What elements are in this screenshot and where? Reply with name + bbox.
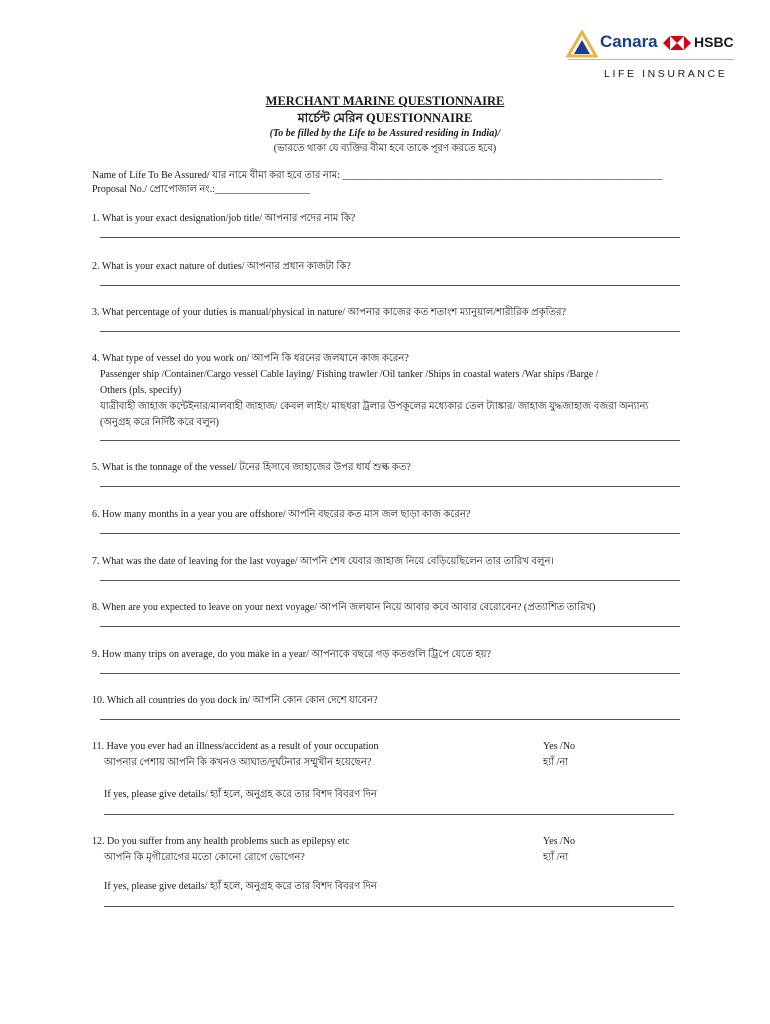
answer-line-5[interactable] xyxy=(100,486,680,487)
vessel-options-english: Passenger ship /Container/Cargo vessel Cable laying/ Fishing trawler /Oil tanker /Ships in coastal waters /War ships /Barge / xyxy=(100,369,599,380)
answer-line-3[interactable] xyxy=(100,331,680,332)
life-insurance-label: LIFE INSURANCE xyxy=(604,68,728,80)
answer-line-4[interactable] xyxy=(100,440,680,441)
vessel-options-specify: (অনুগ্রহ করে নির্দিষ্ট করে বলুন) xyxy=(100,417,219,428)
question-11: 11. Have you ever had an illness/accident as a result of your occupation xyxy=(92,741,379,752)
question-8: 8. When are you expected to leave on your next voyage/ আপনি জলযান নিয়ে আবার কবে আবার বেরোবেন? (প্রত্যাশিত তারিখ) xyxy=(92,602,596,613)
answer-line-9[interactable] xyxy=(100,673,680,674)
question-11-details-label: If yes, please give details/ হ্যাঁ হলে, অনুগ্রহ করে তার বিশদ বিবরণ দিন xyxy=(104,789,377,800)
vessel-options-bengali: যাত্রীবাহী জাহাজ কন্টেইনার/মালবাহী জাহাজ/ কেবল লাইং/ মাছধরা ট্রলার উপকূলের মধ্যেকার তেল ট্যাঙ্কার/ জাহাজ যুদ্ধজাহাজ বজরা অন্যান্য xyxy=(100,401,649,412)
answer-line-12-details[interactable] xyxy=(104,906,674,907)
answer-line-7[interactable] xyxy=(100,580,680,581)
answer-line-10[interactable] xyxy=(100,719,680,720)
question-11-yes-no-bengali[interactable]: হ্যাঁ /না xyxy=(543,757,569,768)
question-2: 2. What is your exact nature of duties/ আপনার প্রধান কাজটা কি? xyxy=(92,261,351,272)
answer-line-11-details[interactable] xyxy=(104,814,674,815)
hsbc-wordmark: HSBC xyxy=(694,34,734,50)
question-9: 9. How many trips on average, do you make in a year/ আপনাকে বছরে গড় কতগুলি ট্রিপে যেতে হয়? xyxy=(92,649,491,660)
question-12-details-label: If yes, please give details/ হ্যাঁ হলে, অনুগ্রহ করে তার বিশদ বিবরণ দিন xyxy=(104,881,377,892)
answer-line-1[interactable] xyxy=(100,237,680,238)
question-1: 1. What is your exact designation/job title/ আপনার পদের নাম কি? xyxy=(92,213,356,224)
canara-triangle-icon xyxy=(566,30,598,58)
page-title: MERCHANT MARINE QUESTIONNAIRE xyxy=(265,94,505,108)
hsbc-hexagon-icon xyxy=(663,36,691,50)
question-11-yes-no[interactable]: Yes /No xyxy=(543,741,576,752)
question-3: 3. What percentage of your duties is manual/physical in nature/ আপনার কাজের কত শতাংশ ম্যানুয়াল/শারীরিক প্রকৃতির? xyxy=(92,307,566,318)
name-field[interactable]: Name of Life To Be Assured/ যার নামে বীমা করা হবে তার নাম: ________________________________________________________________ xyxy=(92,170,663,181)
question-12-yes-no-bengali[interactable]: হ্যাঁ /না xyxy=(543,852,569,863)
canara-hsbc-logo xyxy=(566,28,736,84)
question-12-bengali: আপনি কি মৃগীরোগের মতো কোনো রোগে ভোগেন? xyxy=(104,852,305,863)
page-title-bengali: মার্চেন্ট মেরিন QUESTIONNAIRE xyxy=(297,111,473,125)
question-6: 6. How many months in a year you are offshore/ আপনি বছরের কত মাস জল ছাড়া কাজ করেন? xyxy=(92,509,471,520)
question-12-yes-no[interactable]: Yes /No xyxy=(543,836,576,847)
page-subtitle: (To be filled by the Life to be Assured residing in India)/ xyxy=(269,128,501,139)
question-12: 12. Do you suffer from any health problems such as epilepsy etc xyxy=(92,836,350,847)
question-4: 4. What type of vessel do you work on/ আপনি কি ধরনের জলযানে কাজ করেন? xyxy=(92,353,409,364)
question-10: 10. Which all countries do you dock in/ আপনি কোন কোন দেশে যাবেন? xyxy=(92,695,378,706)
logo-divider xyxy=(568,59,734,60)
answer-line-8[interactable] xyxy=(100,626,680,627)
question-11-bengali: আপনার পেশায় আপনি কি কখনও আঘাত/দুর্ঘটনার সম্মুখীন হয়েছেন? xyxy=(104,757,372,768)
question-7: 7. What was the date of leaving for the last voyage/ আপনি শেষ যেবার জাহাজ নিয়ে বেড়িয়েছিলেন তার তারিখ বলুন। xyxy=(92,556,555,567)
answer-line-2[interactable] xyxy=(100,285,680,286)
page-subtitle-bengali: (ভারতে থাকা যে ব্যক্তির বীমা হবে তাকে পূরণ করতে হবে) xyxy=(273,143,497,154)
question-5: 5. What is the tonnage of the vessel/ টনের হিসাবে জাহাজের উপর ধার্য শুল্ক কত? xyxy=(92,462,411,473)
answer-line-6[interactable] xyxy=(100,533,680,534)
vessel-options-others: Others (pls. specify) xyxy=(100,385,182,396)
proposal-number-field[interactable]: Proposal No./ প্রোপোজাল নং.:___________________ xyxy=(92,184,310,195)
canara-wordmark: Canara xyxy=(600,32,658,51)
